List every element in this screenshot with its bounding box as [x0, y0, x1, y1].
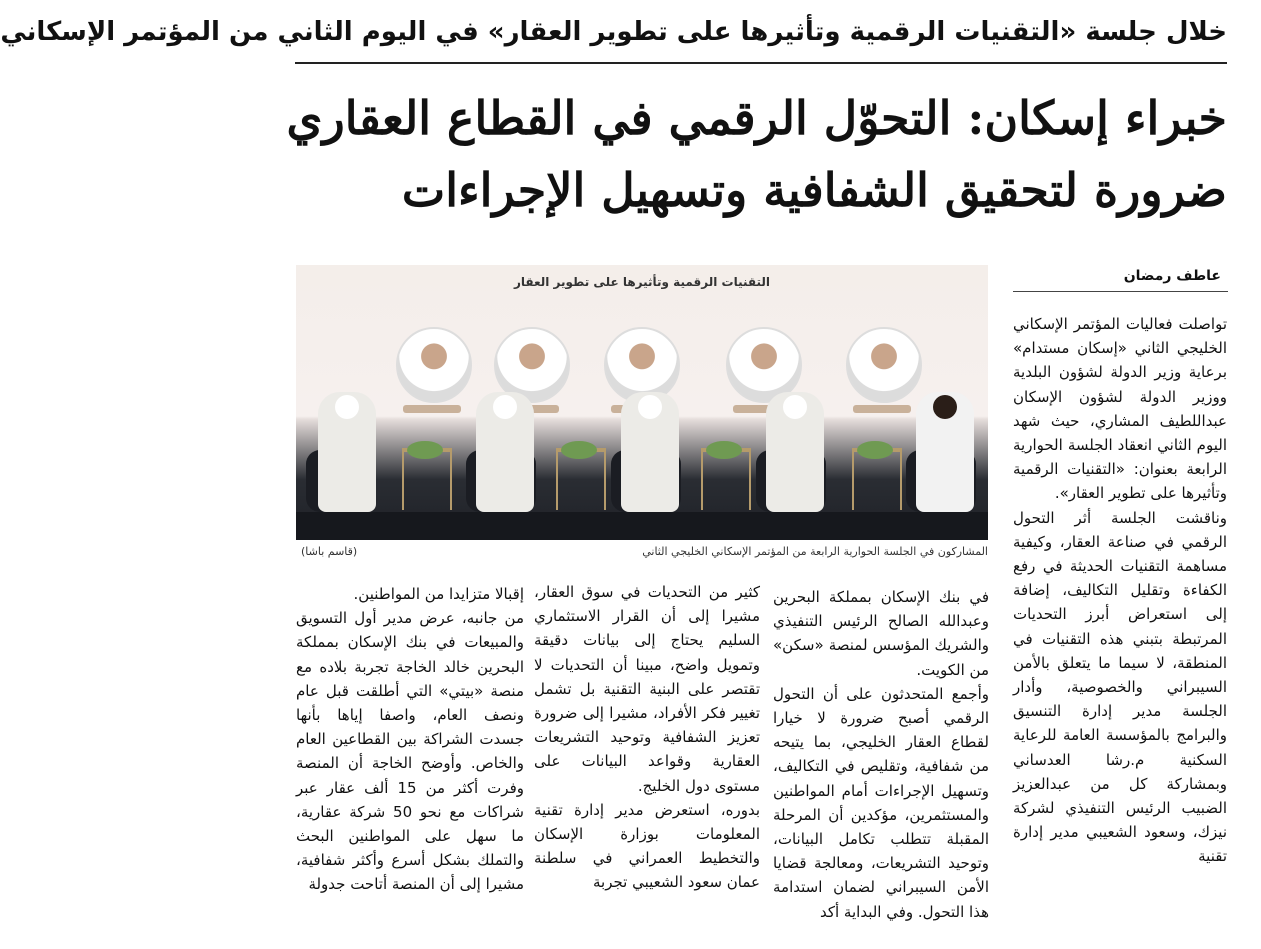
headline-line-1: خبراء إسكان: التحوّل الرقمي في القطاع العقاري	[286, 91, 1227, 145]
article-headline	[286, 82, 1227, 226]
paragraph: إقبالا متزايدا من المواطنين.	[353, 585, 524, 603]
panelist-head	[933, 395, 957, 419]
flower-arrangement	[706, 441, 742, 459]
body-column-first	[296, 582, 524, 949]
paragraph: تواصلت فعاليات المؤتمر الإسكاني الخليجي الثاني «إسكان مستدام» برعاية وزير الدولة لشؤون البلدية ووزير الدولة لشؤون الإسكان عبداللطيف المشاري، حيث شهد اليوم الثاني انعقاد الجلسة الحوارية الرابعة بعنوان: «التقنيات الرقمية وتأثيرها على تطوير العقار».	[1013, 315, 1227, 503]
paragraph: كثير من التحديات في سوق العقار، مشيرا إلى أن القرار الاستثماري السليم يحتاج إلى بيانات دقيقة وتمويل واضح، مبينا أن التحديات لا تقتصر على البنية التقنية بل تشمل تغيير فكر الأفراد، مشيرا إلى ضرورة تعزيز الشفافية وتوحيد التشريعات العقارية وقواعد البيانات على مستوى دول الخليج.	[534, 583, 760, 795]
name-badge	[403, 405, 461, 413]
paragraph: من جانبه، عرض مدير أول التسويق والمبيعات في بنك الإسكان بمملكة البحرين خالد الخاجة تجربة بلاده مع منصة «بيتي» التي أطلقت قبل عام ونصف العام، واصفا إياها بأنها جسدت الشراكة بين القطاعين العام والخاص. وأوضح الخاجة أن المنصة وفرت أكثر من 15 ألف عقار عبر شراكات مع نحو 50 شركة عقارية، ما سهل على المواطنين البحث والتملك بشكل أسرع وأكثر شفافية، مشيرا إلى أن المنصة أتاحت جدولة	[296, 609, 524, 894]
paragraph: بدوره، استعرض مدير إدارة تقنية المعلومات بوزارة الإسكان والتخطيط العمراني في سلطنة عمان سعود الشعيبي تجربة	[534, 800, 760, 892]
kicker-rule	[295, 62, 1227, 64]
photo-caption: المشاركون في الجلسة الحوارية الرابعة من المؤتمر الإسكاني الخليجي الثاني	[642, 545, 988, 558]
speaker-portrait	[396, 327, 472, 403]
stage-screen-title: التقنيات الرقمية وتأثيرها على تطوير العقار	[513, 275, 771, 289]
panelist-head	[335, 395, 359, 419]
body-column-right	[1013, 312, 1227, 949]
name-badge	[853, 405, 911, 413]
panelist-head	[783, 395, 807, 419]
flower-arrangement	[407, 441, 443, 459]
flower-arrangement	[561, 441, 597, 459]
body-column-second	[534, 580, 760, 949]
body-column-third	[773, 585, 989, 949]
panelist-head	[638, 395, 662, 419]
byline: عاطف رمضان	[1123, 268, 1221, 284]
session-photo	[296, 265, 988, 540]
paragraph: وناقشت الجلسة أثر التحول الرقمي في صناعة العقار، وكيفية مساهمة التقنيات الحديثة في رفع الكفاءة وتقليل التكاليف، إضافة إلى استعراض أبرز التحديات المرتبطة بتبني هذه التقنيات في المنطقة، لا سيما ما يتعلق بالأمن السيبراني والخصوصية، وأدار الجلسة مدير إدارة التنسيق والبرامج بالمؤسسة العامة للرعاية السكنية م.رشا العدساني وبمشاركة كل من عبدالعزيز الضبيب الرئيس التنفيذي لشركة نيزك، وسعود الشعيبي مدير إدارة تقنية	[1013, 508, 1227, 866]
paragraph: وأجمع المتحدثون على أن التحول الرقمي أصبح ضرورة لا خيارا لقطاع العقار الخليجي، بما يتيحه من شفافية، وتقليص في التكاليف، وتسهيل الإجراءات أمام المواطنين والمستثمرين، مؤكدين أن المرحلة المقبلة تتطلب تكامل البيانات، وتوحيد التشريعات، ومعالجة قضايا الأمن السيبراني لضمان استدامة هذا التحول. وفي البداية أكد	[773, 684, 989, 921]
flower-arrangement	[857, 441, 893, 459]
article-kicker: خلال جلسة «التقنيات الرقمية وتأثيرها على تطوير العقار» في اليوم الثاني من المؤتمر الإسكاني	[0, 17, 1227, 47]
headline-line-2: ضرورة لتحقيق الشفافية وتسهيل الإجراءات	[401, 163, 1227, 217]
paragraph: في بنك الإسكان بمملكة البحرين وعبدالله الصالح الرئيس التنفيذي والشريك المؤسس لمنصة «سكن» من الكويت.	[773, 588, 989, 679]
speaker-portrait	[846, 327, 922, 403]
photo-credit: (قاسم باشا)	[301, 545, 358, 558]
stage-floor	[296, 512, 988, 540]
panelist-head	[493, 395, 517, 419]
